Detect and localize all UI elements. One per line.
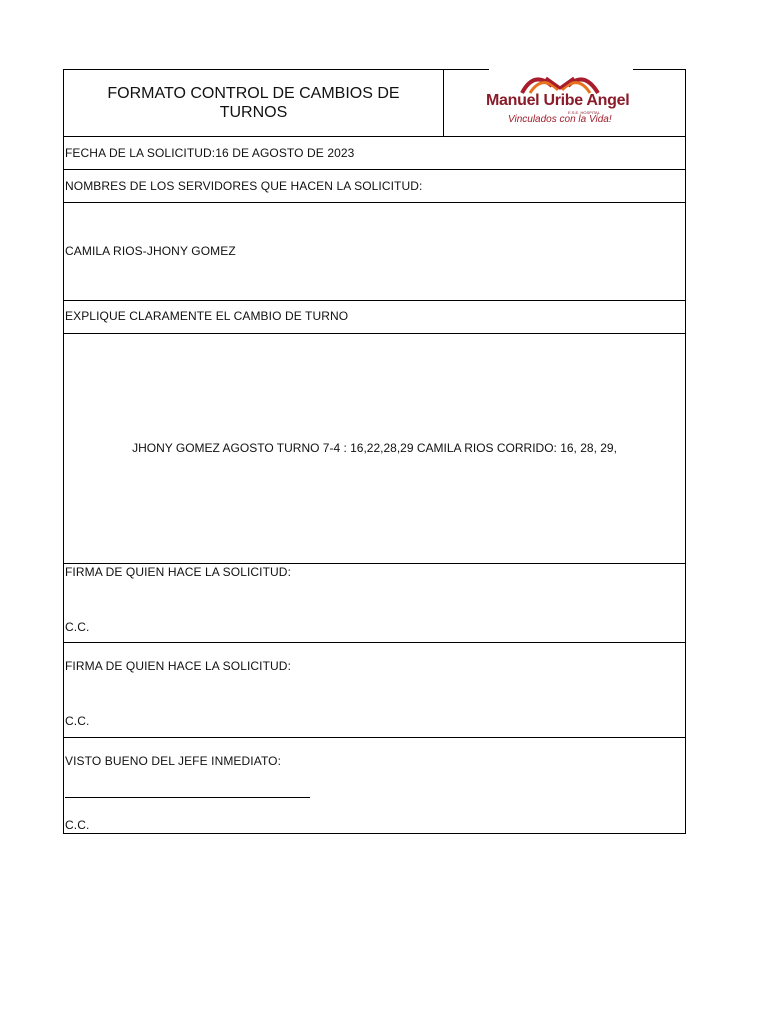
logo-tagline: Vinculados con la Vida! [508,114,612,125]
fecha-row [63,137,686,170]
firma1-row [63,564,686,643]
firma2-cc: C.C. [65,714,90,728]
explique-value: JHONY GOMEZ AGOSTO TURNO 7-4 : 16,22,28,29 CAMILA RIOS CORRIDO: 16, 28, 29, [132,441,617,455]
explique-value-row [63,334,686,564]
arch-logo-icon [520,72,600,94]
visto-bueno-row [63,738,686,834]
firma2-label: FIRMA DE QUIEN HACE LA SOLICITUD: [65,659,292,673]
form-title [64,70,444,136]
nombres-label: NOMBRES DE LOS SERVIDORES QUE HACEN LA SOLICITUD: [65,179,423,193]
visto-label: VISTO BUENO DEL JEFE INMEDIATO: [65,754,282,768]
nombres-label-row [63,170,686,203]
fecha-label: FECHA DE LA SOLICITUD:16 DE AGOSTO DE 2023 [65,146,355,160]
explique-label-row [63,301,686,334]
logo-name: Manuel Uribe Angel [486,92,630,109]
firma2-row [63,643,686,738]
logo-cell [444,70,685,136]
explique-label: EXPLIQUE CLARAMENTE EL CAMBIO DE TURNO [65,309,349,323]
form-title-text: FORMATO CONTROL DE CAMBIOS DE TURNOS [107,85,400,121]
nombres-value-row [63,203,686,301]
firma1-cc: C.C. [65,620,90,634]
visto-cc: C.C. [65,818,90,832]
firma1-label: FIRMA DE QUIEN HACE LA SOLICITUD: [65,565,292,579]
form-header [63,69,686,137]
hospital-logo [486,72,636,130]
signature-line [65,797,310,798]
shift-change-form [63,69,686,834]
nombres-value: CAMILA RIOS-JHONY GOMEZ [65,244,236,258]
logo-subtitle: E.S.E. HOSPITAL [568,110,600,115]
